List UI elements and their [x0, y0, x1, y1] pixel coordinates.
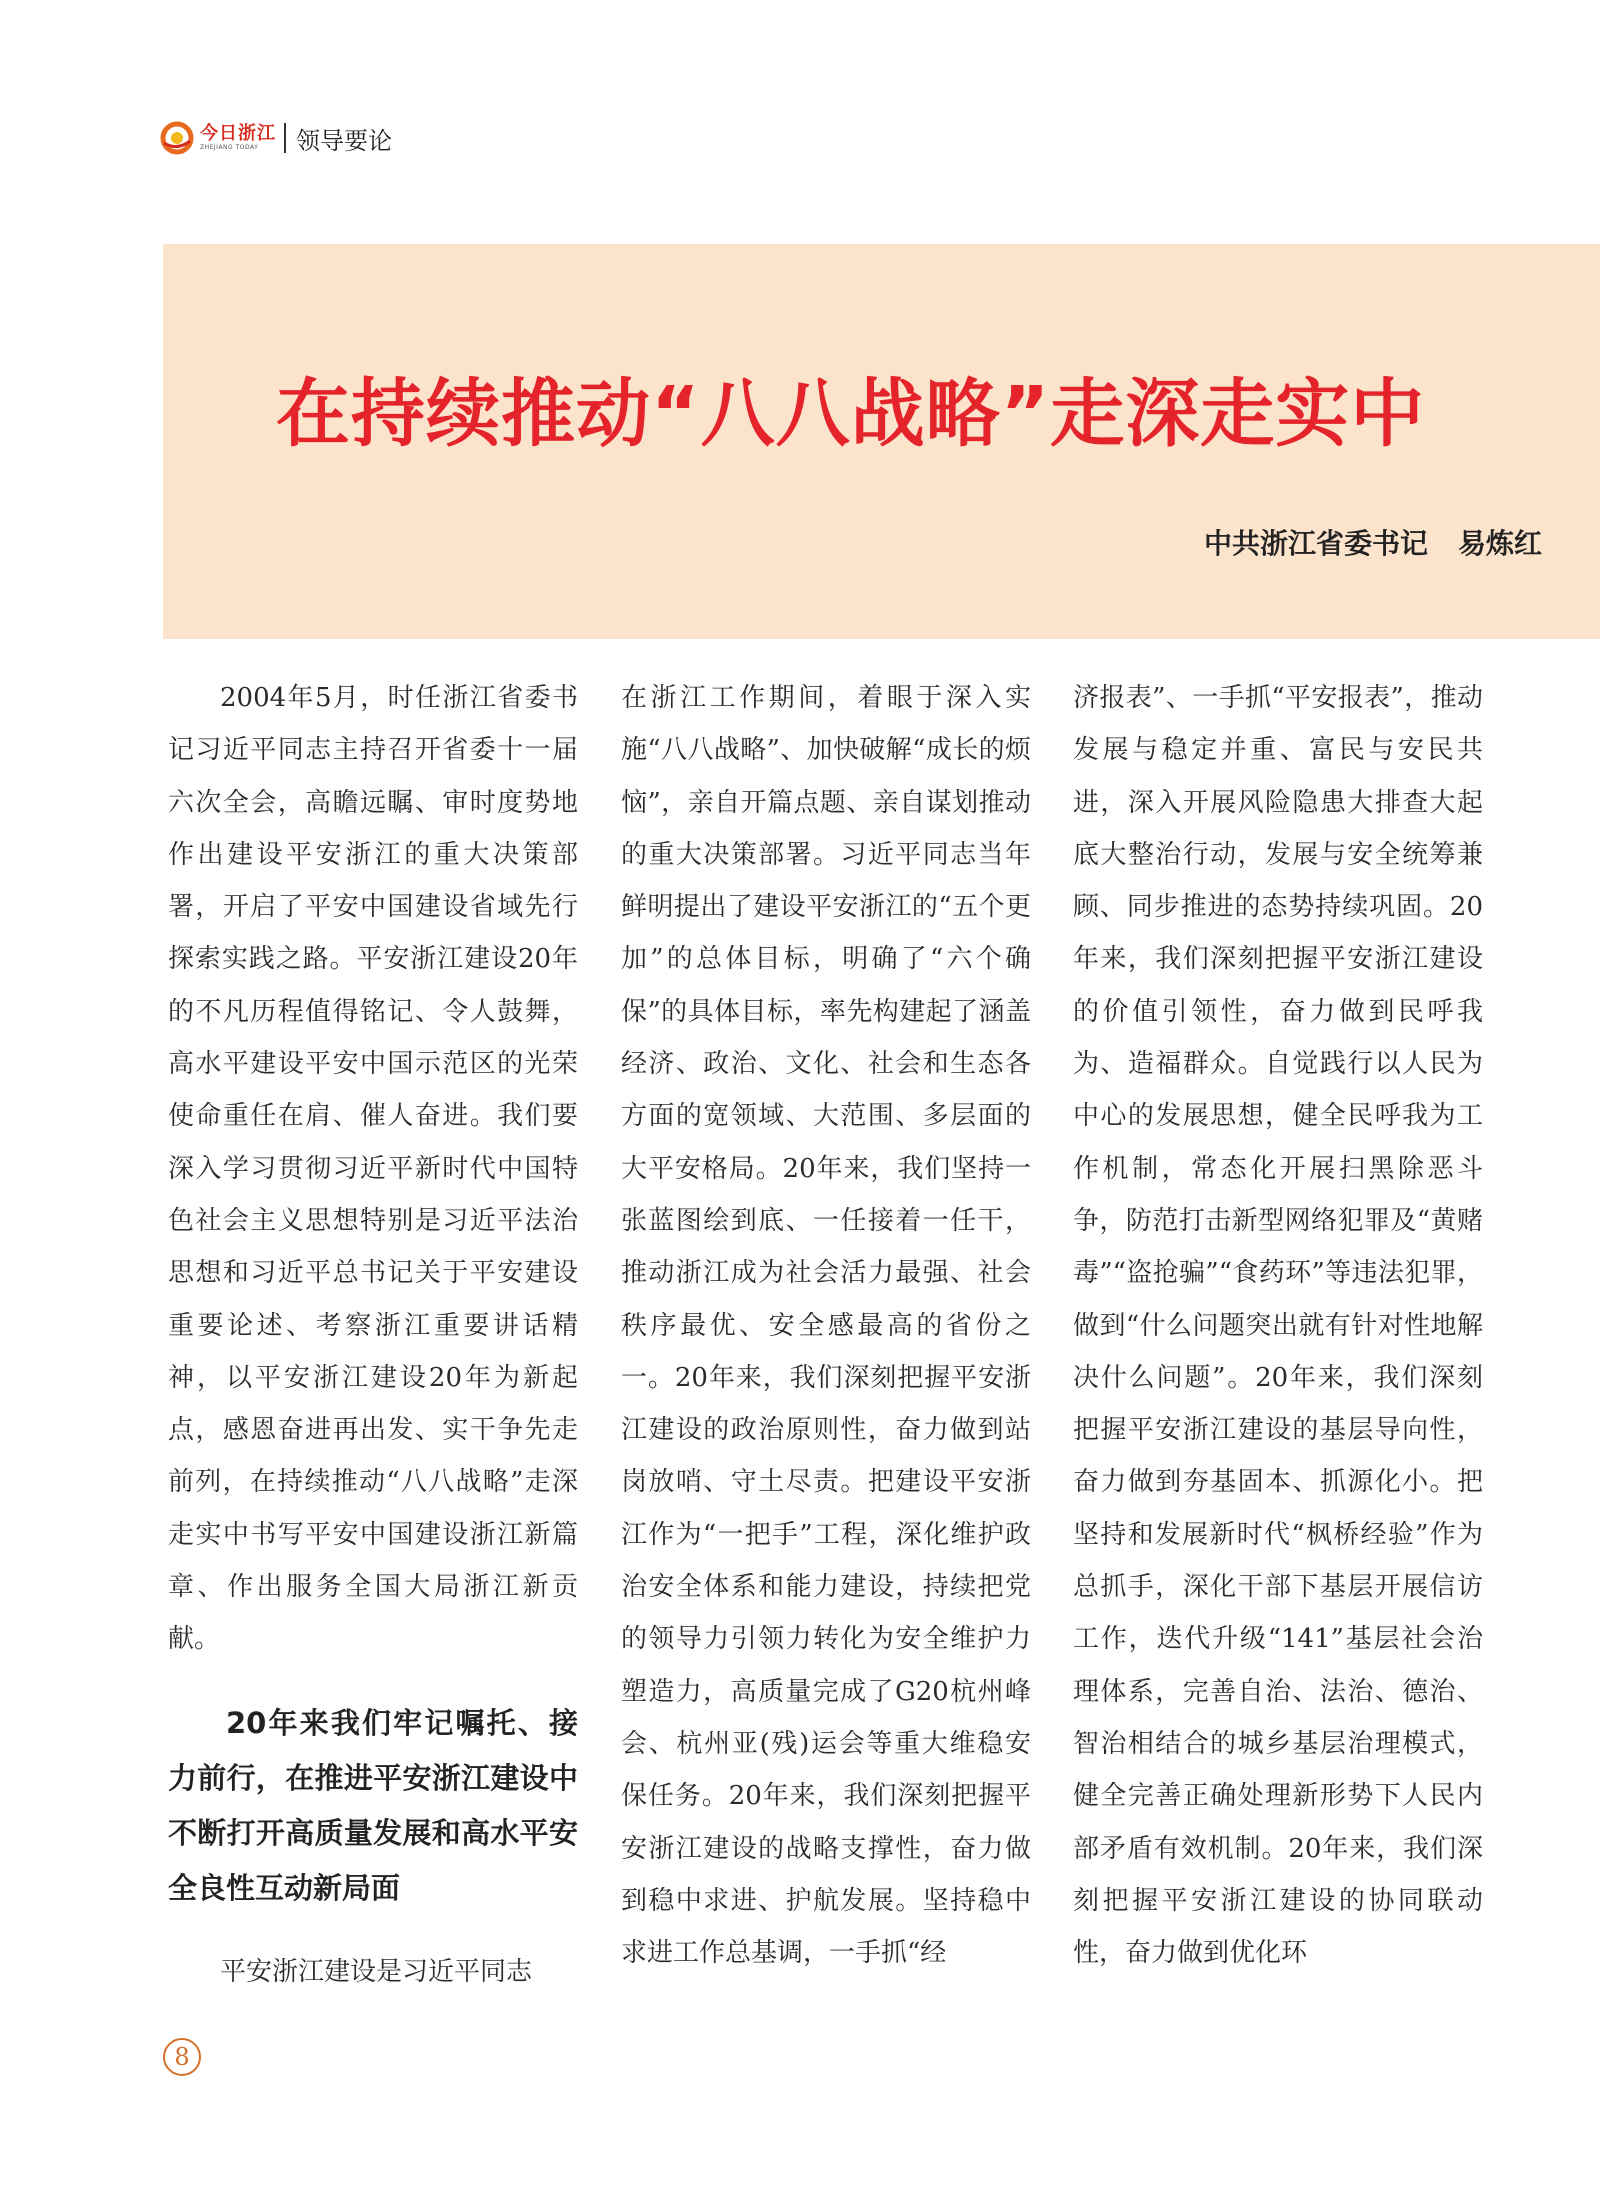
page-header [160, 118, 392, 158]
logo-en: ZHEJIANG TODAY [200, 144, 259, 151]
zhejiang-today-logo-icon [160, 121, 194, 155]
article-column-1 [168, 672, 578, 1998]
section-subheading: 20年来我们牢记嘱托、接力前行，在推进平安浙江建设中不断打开高质量发展和高水平安全良性互动新局面 [168, 1705, 578, 1905]
paragraph-continued: 在浙江工作期间，着眼于深入实施“八八战略”、加快破解“成长的烦恼”，亲自开篇点题、亲自谋划推动的重大决策部署。习近平同志当年鲜明提出了建设平安浙江的“五个更加”的总体目标，明确了“六个确保”的具体目标，率先构建起了涵盖经济、政治、文化、社会和生态各方面的宽领域、大范围、多层面的大平安格局。20年来，我们坚持一张蓝图绘到底、一任接着一任干，推动浙江成为社会活力最强、社会秩序最优、安全感最高的省份之一。20年来，我们深刻把握平安浙江建设的政治原则性，奋力做到站岗放哨、守土尽责。把建设平安浙江作为“一把手”工程，深化维护政治安全体系和能力建设，持续把党的领导力引领力转化为安全维护力塑造力，高质量完成了G20杭州峰会、杭州亚(残)运会等重大维稳安保任务。20年来，我们深刻把握平安浙江建设的战略支撑性，奋力做到稳中求进、护航发展。坚持稳中求进工作总基调，一手抓“经 [621, 683, 1031, 1969]
header-divider [284, 123, 286, 153]
paragraph-start: 平安浙江建设是习近平同志 [220, 1956, 533, 1987]
page-number: 8 [163, 2038, 201, 2076]
author-role: 中共浙江省委书记 [1203, 527, 1428, 560]
paragraph-continued-2: 济报表”、一手抓“平安报表”，推动发展与稳定并重、富民与安民共进，深入开展风险隐患大排查大起底大整治行动，发展与安全统筹兼顾、同步推进的态势持续巩固。20年来，我们深刻把握平安浙江建设的价值引领性，奋力做到民呼我为、造福群众。自觉践行以人民为中心的发展思想，健全民呼我为工作机制，常态化开展扫黑除恶斗争，防范打击新型网络犯罪及“黄赌毒”“盗抢骗”“食药环”等违法犯罪，做到“什么问题突出就有针对性地解决什么问题”。20年来，我们深刻把握平安浙江建设的基层导向性，奋力做到夯基固本、抓源化小。把坚持和发展新时代“枫桥经验”作为总抓手，深化干部下基层开展信访工作，迭代升级“141”基层社会治理体系，完善自治、法治、德治、智治相结合的城乡基层治理模式，健全完善正确处理新形势下人民内部矛盾有效机制。20年来，我们深刻把握平安浙江建设的协同联动性，奋力做到优化环 [1073, 683, 1483, 1969]
article-title: 在持续推动“八八战略”走深走实中 [276, 371, 1426, 457]
article-column-2 [621, 672, 1031, 1979]
paragraph-intro: 2004年5月，时任浙江省委书记习近平同志主持召开省委十一届六次全会，高瞻远瞩、审时度势地作出建设平安浙江的重大决策部署，开启了平安中国建设省域先行探索实践之路。平安浙江建设20年的不凡历程值得铭记、令人鼓舞，高水平建设平安中国示范区的光荣使命重任在肩、催人奋进。我们要深入学习贯彻习近平新时代中国特色社会主义思想特别是习近平法治思想和习近平总书记关于平安建设重要论述、考察浙江重要讲话精神，以平安浙江建设20年为新起点，感恩奋进再出发、实干争先走前列，在持续推动“八八战略”走深走实中书写平安中国建设浙江新篇章、作出服务全国大局浙江新贡献。 [168, 683, 578, 1655]
logo-text [200, 125, 276, 151]
article-byline [1204, 522, 1542, 562]
author-name: 易炼红 [1457, 527, 1542, 560]
logo-cn: 今日浙江 [200, 123, 276, 144]
section-label: 领导要论 [296, 126, 392, 155]
article-column-3 [1073, 672, 1483, 1979]
